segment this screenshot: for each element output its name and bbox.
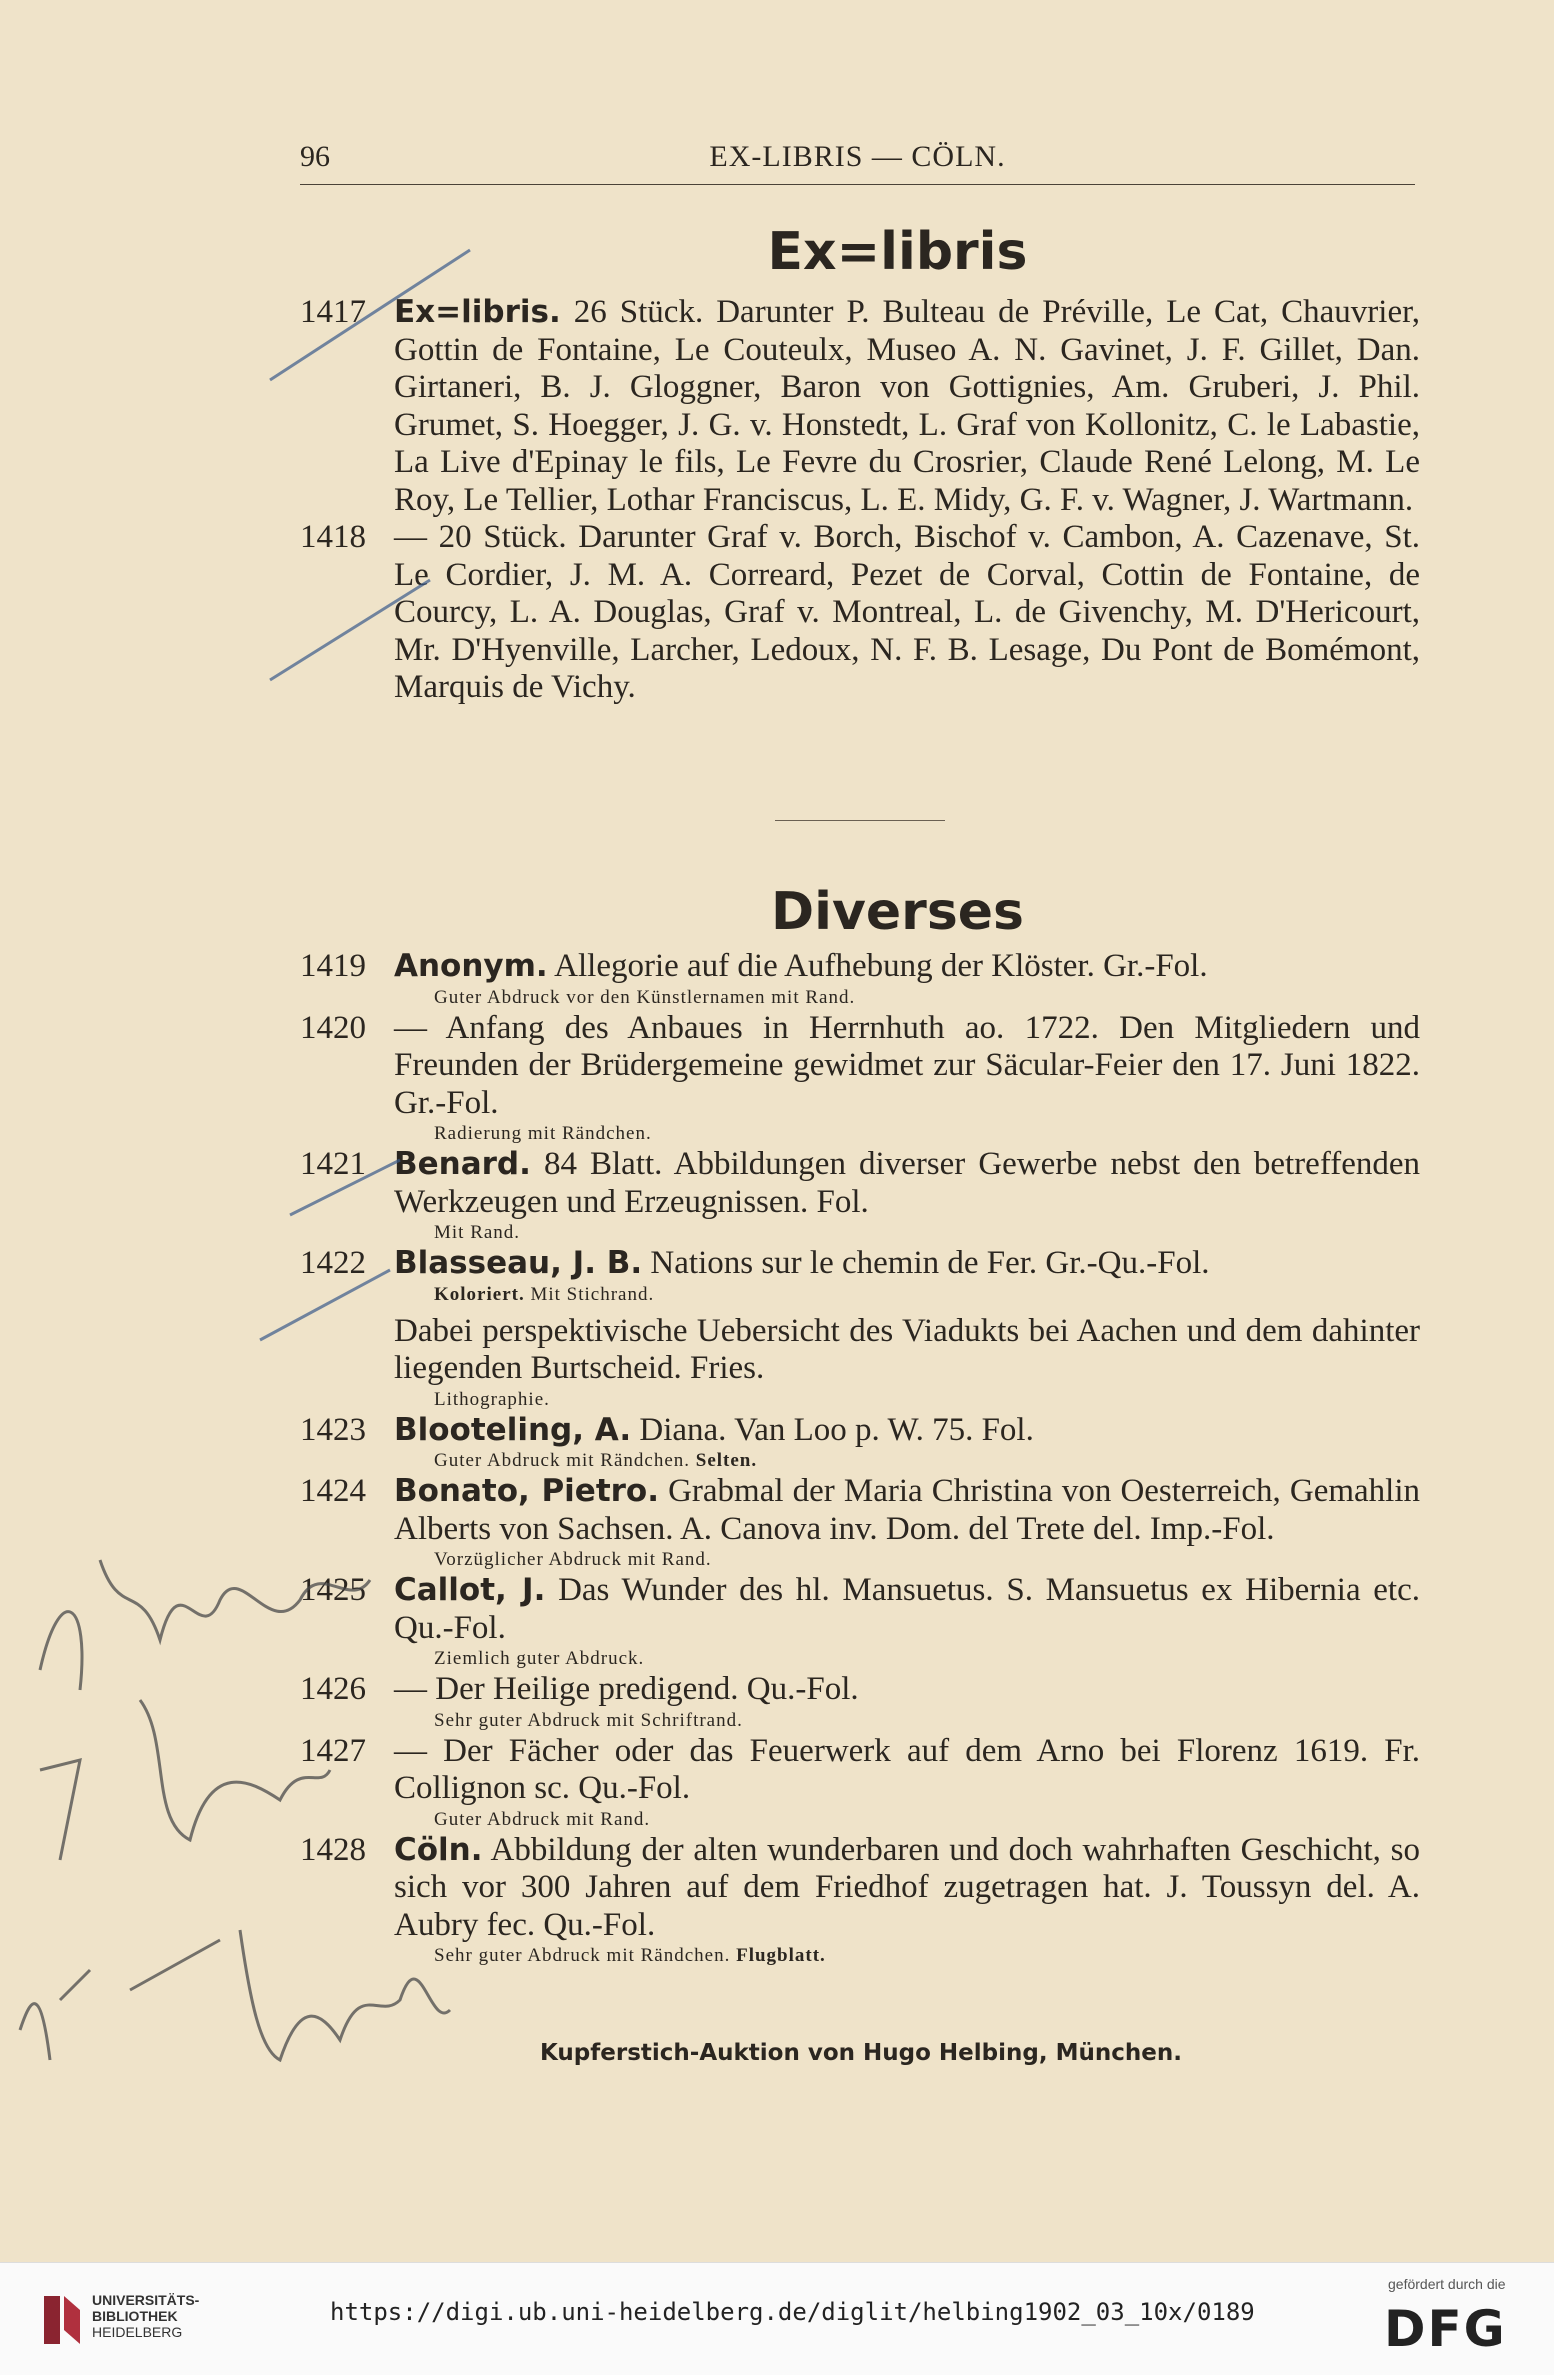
lot-number: 1420 <box>300 1009 366 1046</box>
catalog-entry <box>300 1146 1420 1245</box>
library-name <box>92 2292 199 2340</box>
note-emphasis: Koloriert. <box>434 1283 525 1305</box>
note-emphasis: Selten. <box>695 1450 758 1471</box>
dfg-logo: DFG <box>1384 2300 1507 2358</box>
catalog-entry <box>300 1473 1420 1572</box>
catalog-entry <box>300 948 1420 1010</box>
artist-name: Anonym. <box>394 948 548 984</box>
condition-note: Vorzüglicher Abdruck mit Rand. <box>434 1549 712 1570</box>
entry-text: Grabmal der Maria Christina von Oesterreich, Gemahlin Alberts von Sachsen. A. Canova inv. Dom. del Trete del. Imp.-Fol. <box>394 1473 1420 1547</box>
permalink-url[interactable]: https://digi.ub.uni-heidelberg.de/diglit/helbing1902_03_10x/0189 <box>330 2298 1255 2326</box>
lot-number: 1427 <box>300 1732 366 1769</box>
entry-text: — 20 Stück. Darunter Graf v. Borch, Bischof v. Cambon, A. Cazenave, St. Le Cordier, J. M. A. Correard, Pezet de Corval, Cottin de Fontaine, de Courcy, L. A. Douglas, Graf v. Montreal, L. de Givenchy, M. D'Hericourt, Mr. D'Hyenville, Larcher, Ledoux, N. F. B. Lesage, Du Pont de Bomémont, Marquis de Vichy. <box>394 519 1420 705</box>
catalog-entry <box>300 1412 1420 1474</box>
auction-footer-line: Kupferstich-Auktion von Hugo Helbing, München. <box>540 2040 1182 2066</box>
catalog-entry <box>300 294 1420 519</box>
exlibris-list <box>300 294 1420 707</box>
section-title-diverses: Diverses <box>771 882 1024 942</box>
library-name-line: BIBLIOTHEK <box>92 2308 178 2324</box>
catalog-entry <box>300 1010 1420 1147</box>
entry-text: 26 Stück. Darunter P. Bulteau de Préville, Le Cat, Chauvrier, Gottin de Fontaine, Le Couteulx, Museo A. N. Gavinet, J. F. Gillet, Dan. Girtaneri, B. J. Gloggner, Baron von Gottignies, Am. Gruberi, J. Phil. Grumet, S. Hoegger, J. G. v. Honstedt, L. Graf von Kollonitz, C. le Labastie, La Live d'Epinay le fils, Le Fevre du Crosrier, Claude René Lelong, M. Le Roy, Le Tellier, Lothar Franciscus, L. E. Midy, G. F. v. Wagner, J. Wartmann. <box>394 294 1421 518</box>
lot-number: 1417 <box>300 294 366 330</box>
artist-name: Blasseau, J. B. <box>394 1245 643 1281</box>
condition-note <box>394 1944 1420 1968</box>
library-logo-icon <box>40 2290 84 2350</box>
condition-note: Sehr guter Abdruck mit Schriftrand. <box>434 1709 743 1731</box>
artist-name: Blooteling, A. <box>394 1411 632 1448</box>
catalog-entry <box>300 1245 1420 1412</box>
lot-number: 1418 <box>300 519 366 555</box>
artist-name: Cöln. <box>394 1831 483 1868</box>
condition-note: Guter Abdruck vor den Künstlernamen mit Rand. <box>434 986 856 1008</box>
entry-text: Diana. Van Loo p. W. 75. Fol. <box>639 1411 1034 1448</box>
condition-note: Guter Abdruck mit Rand. <box>434 1808 651 1830</box>
note-text: Guter Abdruck mit Rändchen. <box>434 1450 691 1471</box>
lot-number: 1426 <box>300 1671 366 1707</box>
entry-text: — Der Fächer oder das Feuerwerk auf dem Arno bei Florenz 1619. Fr. Collignon sc. Qu.-Fol. <box>394 1732 1420 1806</box>
lot-number: 1421 <box>300 1146 366 1182</box>
entry-text: Nations sur le chemin de Fer. Gr.-Qu.-Fol. <box>650 1245 1210 1281</box>
lot-number: 1428 <box>300 1831 366 1868</box>
entry-text: Abbildung der alten wunderbaren und doch wahrhaften Geschicht, so sich vor 300 Jahren auf dem Friedhof zugetragen hat. J. Toussyn del. A. Aubry fec. Qu.-Fol. <box>394 1831 1421 1943</box>
header-title: EX-LIBRIS — CÖLN. <box>709 140 1006 173</box>
section-divider <box>775 820 945 821</box>
note-text: Sehr guter Abdruck mit Rändchen. <box>434 1945 731 1966</box>
catalog-entry <box>300 1733 1420 1832</box>
note-text: Mit Stichrand. <box>530 1283 655 1305</box>
diverses-list <box>300 948 1420 1968</box>
catalog-entry <box>300 1572 1420 1671</box>
library-name-line: HEIDELBERG <box>92 2324 183 2340</box>
lot-number: 1419 <box>300 948 366 984</box>
lot-number: 1423 <box>300 1411 366 1448</box>
funding-note: gefördert durch die <box>1388 2276 1506 2292</box>
condition-note: Radierung mit Rändchen. <box>434 1123 652 1144</box>
catalog-entry <box>300 519 1420 707</box>
library-name-line: UNIVERSITÄTS- <box>92 2292 200 2308</box>
entry-text: Allegorie auf die Aufhebung der Klöster. Gr.-Fol. <box>554 948 1208 984</box>
page-number: 96 <box>300 140 330 173</box>
lot-number: 1424 <box>300 1473 366 1509</box>
artist-name: Bonato, Pietro. <box>394 1473 659 1509</box>
condition-note: Lithographie. <box>434 1388 550 1410</box>
entry-text: — Anfang des Anbaues in Herrnhuth ao. 1722. Den Mitgliedern und Freunden der Brüdergemeine gewidmet zur Säcular-Feier den 17. Juni 1822. Gr.-Fol. <box>394 1009 1420 1121</box>
running-header <box>300 140 1415 185</box>
section-title-exlibris: Ex=libris <box>767 222 1028 282</box>
catalog-entry <box>300 1832 1420 1969</box>
entry-text: 84 Blatt. Abbildungen diverser Gewerbe nebst den betreffenden Werkzeugen und Erzeugnissen. Fol. <box>394 1146 1420 1220</box>
artist-name: Ex=libris. <box>394 294 561 330</box>
note-emphasis: Flugblatt. <box>736 1945 826 1966</box>
artist-name: Callot, J. <box>394 1572 546 1608</box>
condition-note: Ziemlich guter Abdruck. <box>434 1648 645 1669</box>
condition-note <box>394 1449 1420 1473</box>
lot-number: 1422 <box>300 1245 366 1281</box>
condition-note <box>394 1283 1420 1307</box>
lot-number: 1425 <box>300 1572 366 1608</box>
artist-name: Benard. <box>394 1146 531 1182</box>
catalog-entry <box>300 1671 1420 1733</box>
entry-text: Das Wunder des hl. Mansuetus. S. Mansuetus ex Hibernia etc. Qu.-Fol. <box>394 1572 1420 1646</box>
entry-continuation: Dabei perspektivische Uebersicht des Viadukts bei Aachen und dem dahinter liegenden Burtscheid. Fries. <box>394 1312 1420 1386</box>
entry-text: — Der Heilige predigend. Qu.-Fol. <box>394 1671 859 1707</box>
condition-note: Mit Rand. <box>434 1222 521 1243</box>
